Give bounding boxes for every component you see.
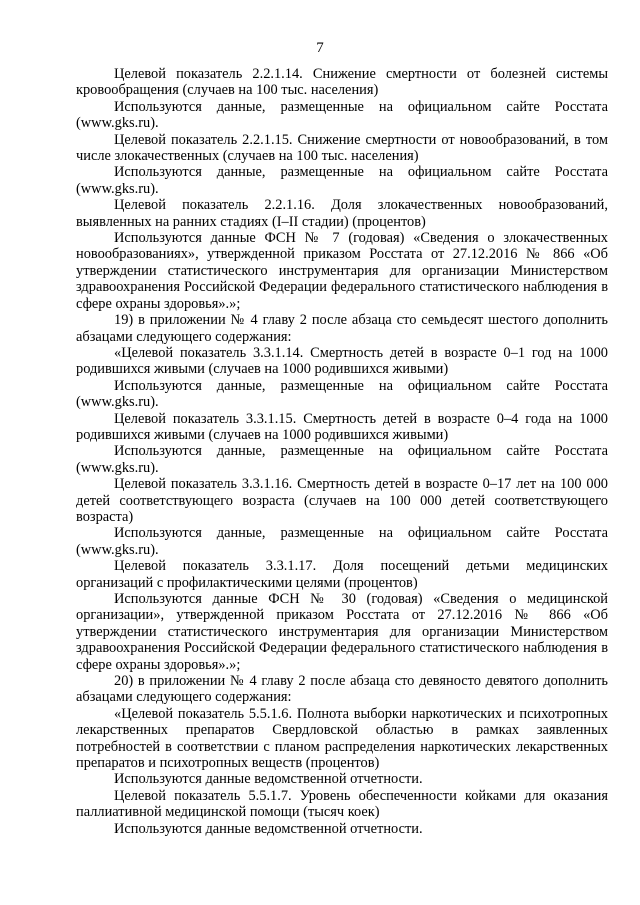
paragraph: Используются данные ведомственной отчетности. [114, 820, 423, 837]
paragraph: «Целевой показатель 3.3.1.14. Смертность детей в возрасте 0–1 год на 1000 родившихся живыми (случаев на 1000 родившихся живыми) [76, 344, 608, 378]
paragraph: Целевой показатель 2.2.1.15. Снижение смертности от новообразований, в том числе злокачественных (случаев на 100 тыс. населения) [76, 131, 608, 165]
paragraph: Используются данные ФСН № 7 (годовая) «Сведения о злокачественных новообразованиях», утвержденной приказом Росстата от 27.12.2016 № 866 «Об утверждении статистического инструментария для организации Министерством здравоохранения Российской Федерации федерального статистического наблюдения в сфере охраны здоровья».»; [76, 230, 608, 312]
paragraph: 19) в приложении № 4 главу 2 после абзаца сто семьдесят шестого дополнить абзацами следующего содержания: [76, 312, 608, 345]
paragraph: «Целевой показатель 5.5.1.6. Полнота выборки наркотических и психотропных лекарственных препаратов Свердловской областью в рамках заявленных потребностей в соответствии с планом распределения наркотических лекарственных препаратов и психотропных веществ (процентов) [76, 705, 608, 772]
paragraph: Целевой показатель 3.3.1.15. Смертность детей в возрасте 0–4 года на 1000 родившихся живыми (случаев на 1000 родившихся живыми) [76, 410, 608, 443]
paragraph: Используются данные, размещенные на официальном сайте Росстата (www.gks.ru). [76, 377, 608, 411]
paragraph: Целевой показатель 2.2.1.14. Снижение смертности от болезней системы кровообращения (случаев на 100 тыс. населения) [76, 66, 608, 99]
paragraph: Используются данные, размещенные на официальном сайте Росстата (www.gks.ru). [76, 98, 608, 132]
paragraph: Используются данные ведомственной отчетности. [114, 771, 423, 788]
document-body [76, 66, 608, 837]
paragraph: Целевой показатель 5.5.1.7. Уровень обеспеченности койками для оказания паллиативной медицинской помощи (тысяч коек) [76, 787, 608, 821]
paragraph: Используются данные ФСН № 30 (годовая) «Сведения о медицинской организации», утвержденной приказом Росстата от 27.12.2016 № 866 «Об утверждении статистического инструментария для организации Министерством здравоохранения Российской Федерации федерального статистического наблюдения в сфере охраны здоровья».»; [76, 591, 608, 673]
paragraph: Используются данные, размещенные на официальном сайте Росстата (www.gks.ru). [76, 443, 608, 476]
paragraph: Используются данные, размещенные на официальном сайте Росстата (www.gks.ru). [76, 164, 608, 197]
page-number: 7 [316, 40, 324, 56]
paragraph: Используются данные, размещенные на официальном сайте Росстата (www.gks.ru). [76, 525, 608, 558]
paragraph: 20) в приложении № 4 главу 2 после абзаца сто девяносто девятого дополнить абзацами следующего содержания: [76, 673, 608, 706]
paragraph: Целевой показатель 3.3.1.17. Доля посещений детьми медицинских организаций с профилактическими целями (процентов) [76, 558, 608, 591]
paragraph: Целевой показатель 2.2.1.16. Доля злокачественных новообразований, выявленных на ранних стадиях (I–II стадии) (процентов) [76, 197, 608, 230]
paragraph: Целевой показатель 3.3.1.16. Смертность детей в возрасте 0–17 лет на 100 000 детей соответствующего возраста (случаев на 100 000 детей соответствующего возраста) [76, 476, 608, 525]
